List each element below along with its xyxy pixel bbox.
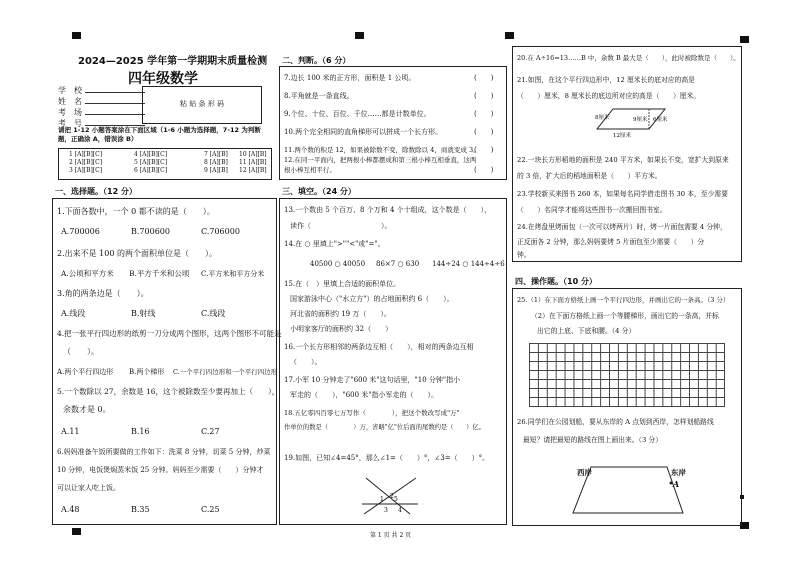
q14-item[interactable]: 144÷24 ○ 144÷4÷6 <box>432 260 505 268</box>
answer-row[interactable]: 5 [A][B][C] <box>134 159 168 166</box>
q5-opt-c[interactable]: C.27 <box>201 427 220 436</box>
q13-line2: 读作（ ）。 <box>290 222 392 230</box>
registration-mark <box>740 36 749 43</box>
answer-row[interactable]: 9 [A][B] <box>204 167 228 174</box>
q24: 24.在烤盘里烤面包（一次可以烤两片）时，烤一片面包需要 4 分钟， <box>517 223 727 231</box>
angle-label: 5 <box>394 496 398 503</box>
q17-line2: 军走的（ ），"600 米"指小军走的（ ）。 <box>290 391 439 399</box>
q26: 26.同学们在公园划船，要从东岸的 A 点划到西岸，怎样划船路线 <box>517 418 714 426</box>
q12: 12.在同一平面内，把两根小棒都摆成和第三根小棒互相垂直，这两 <box>284 156 477 164</box>
q3-opt-a[interactable]: A.线段 <box>61 309 86 318</box>
q23: 23.学校新买来图书 260 本，如果每名同学借走图书 30 本，至少需要 <box>517 190 728 198</box>
q21-line2: （ ）厘米，8 厘米长的底边所对应的高是（ ）厘米。 <box>517 92 701 100</box>
angle-label: 4 <box>398 507 402 514</box>
answer-sheet <box>58 148 272 180</box>
answer-row[interactable]: 11 [A][B] <box>239 159 267 166</box>
angle-label: 2 <box>390 493 394 500</box>
q25-part2-line2: 出它的上底、下底和腰。（4 分） <box>537 327 636 335</box>
field-label: 姓 名 <box>58 97 82 106</box>
q9: 9.个位、十位、百位、千位……都是计数单位。 <box>284 110 431 118</box>
q3-opt-c[interactable]: C.线段 <box>201 309 226 318</box>
fig-label: 12厘米 <box>613 133 631 139</box>
q23-line2: （ ）名同学才能将这些图书一次搬回图书室。 <box>517 206 667 214</box>
registration-mark <box>72 32 81 39</box>
q9-answer[interactable]: ( ) <box>474 110 494 118</box>
section2-title: 二、判断。（6 分） <box>282 56 351 65</box>
q18-line2: 作单位的数是（ ）万，省略"亿"位后面的尾数约是（ ）亿。 <box>284 424 485 431</box>
section2-box <box>279 66 507 180</box>
section3-box <box>279 198 507 525</box>
name-field[interactable] <box>85 103 145 104</box>
west-bank-label: 西岸 <box>577 468 592 477</box>
point-a-label: A <box>673 479 680 489</box>
q6-opt-b[interactable]: B.35 <box>131 505 150 514</box>
q5-line2: 余数才是 0。 <box>63 405 111 414</box>
q21: 21.如图，在这个平行四边形中，12 厘米长的底对应的高是 <box>517 76 695 84</box>
q24-line3: 钟。 <box>517 251 531 259</box>
q15-c: 小明家客厅的面积约 32（ ） <box>290 325 393 333</box>
room-field[interactable] <box>85 114 145 115</box>
q4-blank: （ ）。 <box>63 347 99 356</box>
q1-opt-a[interactable]: A.700006 <box>61 227 100 236</box>
q22: 22.一块长方形稻地的面积是 240 平方米，如果长不变，宽扩大到原来 <box>517 156 729 164</box>
q13: 13.一个数由 5 个百万、8 个万和 4 个十组成，这个数是（ ）， <box>284 206 492 214</box>
q3-opt-b[interactable]: B.射线 <box>131 309 156 318</box>
q10: 10.两个完全相同的直角梯形可以拼成一个长方形。 <box>284 128 443 136</box>
q8-answer[interactable]: ( ) <box>474 92 494 100</box>
q25-part2: （2）在下面方格纸上画一个等腰梯形，画出它的一条高，并标 <box>531 312 719 320</box>
school-field[interactable] <box>85 92 145 93</box>
fig-label: 8厘米 <box>595 115 610 121</box>
answer-row[interactable]: 12 [A][B] <box>239 167 267 174</box>
q22-line2: 的 3 倍，扩大后的稻地面积是（ ）平方米。 <box>517 172 662 180</box>
fig-label: 6厘米 <box>653 117 668 123</box>
q6-opt-a[interactable]: A.48 <box>61 505 80 514</box>
section3-title: 三、填空。（24 分） <box>282 187 356 196</box>
q11: 11.两个数的积是 12，如果被除数不变，除数除以 4，商就变成 3。 <box>284 146 480 154</box>
q14-item[interactable]: 86×7 ○ 630 <box>376 260 420 268</box>
q15-b: 河北省的面积约 19 万（ ）。 <box>290 310 391 318</box>
q14-item[interactable]: 40500 ○ 40050 <box>310 260 366 268</box>
q4-opt-b[interactable]: B.两个梯形 <box>129 368 165 376</box>
q5: 5.一个数除以 27，余数是 16，这个被除数至少要再加上（ ）， <box>57 387 280 396</box>
q5-opt-b[interactable]: B.16 <box>131 427 150 436</box>
q14: 14.在 ○ 里填上">""<"或"="。 <box>284 240 385 248</box>
q6: 6.妈妈准备午饭所要做的工作如下：洗菜 8 分钟，切菜 5 分钟，炒菜 <box>57 448 271 456</box>
q12-line2: 根小棒互相平行。 <box>284 166 336 174</box>
q19: 19.如图，已知∠4=45°，那么∠1=（ ）°，∠3=（ ）°。 <box>284 454 490 462</box>
student-info <box>58 86 145 130</box>
q18: 18.五亿零四百零七万写作（ ），把这个数改写成"万" <box>284 409 460 417</box>
parallelogram-figure <box>593 105 673 139</box>
q6-line2: 10 分钟，电饭煲焖蒸米饭 25 分钟。妈妈至少需要（ ）分钟才 <box>57 466 264 474</box>
section4-box <box>512 288 742 526</box>
q2-opt-c[interactable]: C.平方米和平方分米 <box>201 270 265 278</box>
answer-row[interactable]: 4 [A][B][C] <box>134 151 168 158</box>
section4-title: 四、操作题。（10 分） <box>515 277 597 286</box>
q15-a: 国家游泳中心（"水立方"）的占地面积约 6（ ）。 <box>290 295 454 303</box>
q2: 2.出来不是 100 的两个面积单位是（ ）。 <box>57 249 217 258</box>
q1-opt-b[interactable]: B.700600 <box>131 227 170 236</box>
q1-opt-c[interactable]: C.706000 <box>201 227 240 236</box>
q16-line2: （ ）。 <box>290 358 322 366</box>
registration-mark <box>72 528 81 535</box>
barcode-label: 粘 贴 条 形 码 <box>180 100 224 108</box>
q17: 17.小军 10 分钟走了"600 米"这句话里，"10 分钟"指小 <box>284 376 461 384</box>
page-footer: 第 1 页 共 2 页 <box>370 532 412 539</box>
q24-line2: 正反面各 2 分钟，那么妈妈要烤 5 片面包至少需要（ ）分 <box>517 238 705 246</box>
q2-opt-a[interactable]: A.公顷和平方米 <box>61 269 114 278</box>
answer-note: 请把 1-12 小题答案涂在下面区域（1-6 小题为选择题，7-12 为判断题，正确涂 A，错误涂 B） <box>58 126 261 143</box>
answer-row[interactable]: 8 [A][B] <box>204 159 228 166</box>
q1: 1.下面各数中，一个 0 都不读的是（ ）。 <box>57 207 215 216</box>
answer-row[interactable]: 2 [A][B][C] <box>69 159 103 166</box>
q3: 3.角的两条边是（ ）。 <box>57 289 149 298</box>
q16: 16.一个长方形相邻的两条边互相（ ），相对的两条边互相 <box>284 343 474 351</box>
field-label: 考 场 <box>58 108 82 117</box>
angle-label: 3 <box>384 507 388 514</box>
q7: 7.边长 100 米的正方形，面积是 1 公顷。 <box>284 74 416 82</box>
q12-answer[interactable]: ( ) <box>474 166 494 174</box>
section3-continued-box <box>512 46 742 262</box>
q11-answer[interactable]: ( ) <box>474 146 494 154</box>
east-bank-label: 东岸 <box>671 468 686 477</box>
q4-opt-a[interactable]: A.两个平行四边形 <box>57 368 114 376</box>
answer-row[interactable]: 1 [A][B][C] <box>69 151 103 158</box>
drawing-grid[interactable] <box>529 343 725 407</box>
answer-row[interactable]: 10 [A][B] <box>239 151 267 158</box>
angle-label: 1 <box>380 496 384 503</box>
q20: 20.在 A÷16=13……B 中，余数 B 最大是（ ），此时被除数是（ ）。 <box>517 54 740 62</box>
answer-row[interactable]: 3 [A][B][C] <box>69 167 103 174</box>
q10-answer[interactable]: ( ) <box>474 128 494 136</box>
fig-label: 9厘米 <box>633 117 648 123</box>
q5-opt-a[interactable]: A.11 <box>61 427 80 436</box>
field-label: 考 号 <box>58 119 82 128</box>
q2-opt-b[interactable]: B.平方千米和公顷 <box>129 269 190 278</box>
q4-opt-c[interactable]: C.一个平行四边形和一个平行四边形 <box>173 368 278 376</box>
registration-mark <box>505 32 514 39</box>
q26-line2: 最短？请把最短的路线在图上画出来。（3 分） <box>523 436 663 444</box>
exam-subject: 四年级数学 <box>128 71 198 87</box>
field-label: 学 校 <box>58 86 82 95</box>
q15: 15.在（ ）里填上合适的面积单位。 <box>284 280 401 288</box>
answer-row[interactable]: 6 [A][B][C] <box>134 167 168 174</box>
q25: 25.（1）在下面方格纸上画一个平行四边形，并画出它的一条高。（3 分） <box>517 296 730 304</box>
q6-line3: 可以让家人吃上饭。 <box>57 484 120 492</box>
q8: 8.平角就是一条直线。 <box>284 92 354 100</box>
q4: 4.把一张平行四边形的纸剪一刀分成两个图形，这两个图形不可能是 <box>57 329 282 338</box>
q6-opt-c[interactable]: C.25 <box>201 505 220 514</box>
answer-row[interactable]: 7 [A][B] <box>204 151 228 158</box>
barcode-box <box>142 86 262 124</box>
q7-answer[interactable]: ( ) <box>474 74 494 82</box>
angle-figure <box>360 474 420 518</box>
registration-mark <box>355 32 364 39</box>
section1-title: 一、选择题。（12 分） <box>55 187 137 196</box>
section1-box <box>52 198 282 525</box>
exam-title: 2024—2025 学年第一学期期末质量检测 <box>78 56 268 67</box>
